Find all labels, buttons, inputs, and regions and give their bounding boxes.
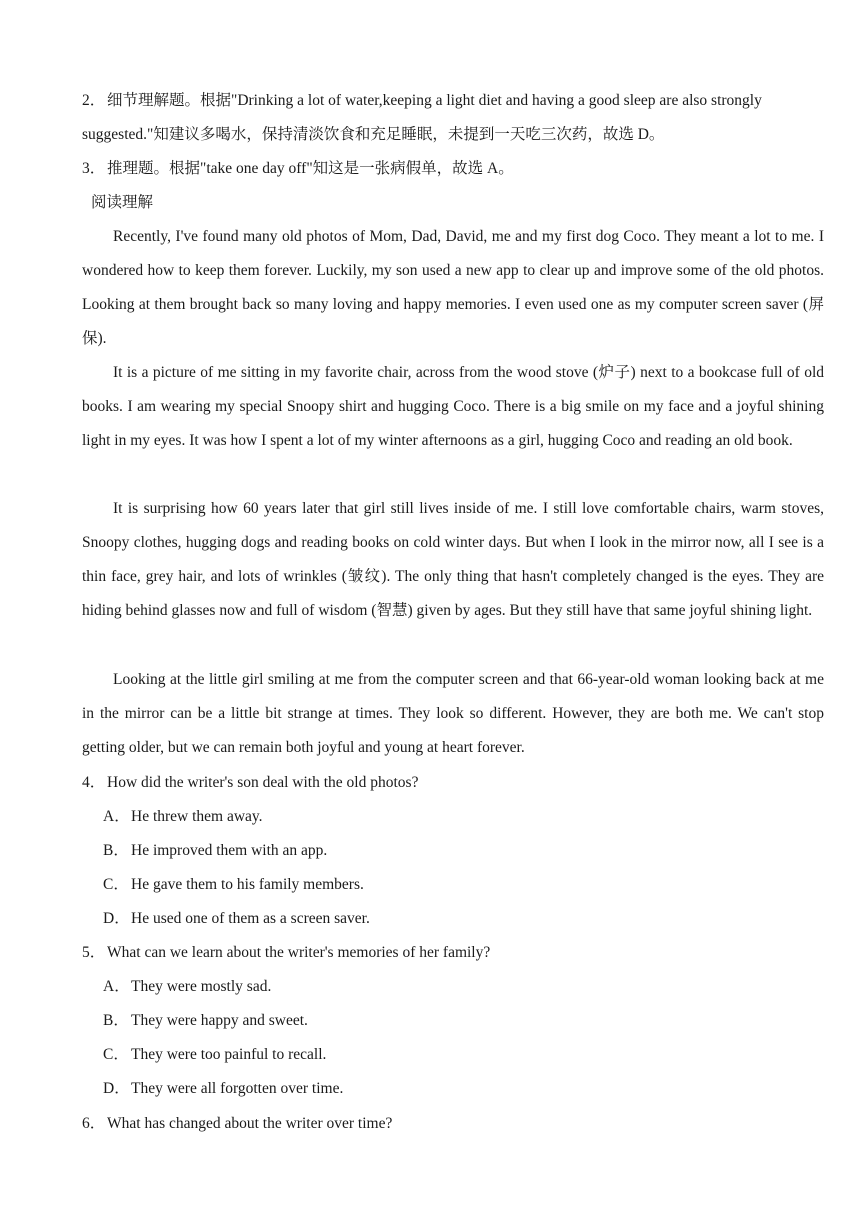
passage-paragraph-2: It is a picture of me sitting in my favorite chair, across from the wood stove (炉子) next to a bookcase full of old books. I am wearing my special Snoopy shirt and hugging Coco. There is a big smile on my face and a joyful shining light in my eyes. It was how I spent a lot of my winter afternoons as a girl, hugging Coco and reading an old book.	[82, 364, 824, 449]
option-label: B．	[103, 1012, 129, 1029]
question-number: 4．	[82, 774, 106, 791]
explanation-text: 细节理解题。根据"Drinking a lot of water,keeping a light diet and having a good sleep are also strongly	[107, 92, 762, 109]
question-4-option-c[interactable]	[103, 875, 853, 895]
question-5	[82, 943, 832, 963]
passage-paragraph-1: Recently, I've found many old photos of Mom, Dad, David, me and my first dog Coco. They meant a lot to me. I wondered how to keep them forever. Luckily, my son used a new app to clear up and improve some of the old photos. Looking at them brought back so many loving and happy memories. I even used one as my computer screen saver (屏保).	[82, 228, 824, 347]
question-5-option-b[interactable]	[103, 1011, 853, 1031]
explanation-text: suggested."知建议多喝水，保持清淡饮食和充足睡眠，未提到一天吃三次药，故选 D。	[82, 126, 665, 143]
explanation-text: 推理题。根据"take one day off"知这是一张病假单，故选 A。	[107, 160, 514, 177]
option-text: They were happy and sweet.	[131, 1012, 308, 1029]
question-5-option-c[interactable]	[103, 1045, 853, 1065]
option-label: B．	[103, 842, 129, 859]
option-text: He used one of them as a screen saver.	[131, 910, 370, 927]
question-5-option-d[interactable]	[103, 1079, 853, 1099]
question-text: What has changed about the writer over time?	[107, 1115, 393, 1132]
explanation-2-line-1	[82, 91, 832, 111]
option-text: He improved them with an app.	[131, 842, 328, 859]
option-label: C．	[103, 876, 129, 893]
option-label: C．	[103, 1046, 129, 1063]
option-text: They were too painful to recall.	[131, 1046, 327, 1063]
question-4-option-d[interactable]	[103, 909, 853, 929]
passage-paragraph-3: It is surprising how 60 years later that girl still lives inside of me. I still love comfortable chairs, warm stoves, Snoopy clothes, hugging dogs and reading books on cold winter days. But when I look in the mirror now, all I see is a thin face, grey hair, and lots of wrinkles (皱纹). The only thing that hasn't completely changed is the eyes. They are hiding behind glasses now and full of wisdom (智慧) given by ages. But they still have that same joyful shining light.	[82, 500, 824, 619]
question-text: What can we learn about the writer's memories of her family?	[107, 944, 491, 961]
explanation-2-line-2	[82, 125, 832, 145]
option-text: He threw them away.	[131, 808, 263, 825]
section-title: 阅读理解	[91, 194, 154, 211]
option-label: A．	[103, 808, 130, 825]
explanation-number: 2．	[82, 92, 106, 109]
explanation-3	[82, 159, 832, 179]
option-label: D．	[103, 1080, 130, 1097]
passage-paragraph-4: Looking at the little girl smiling at me from the computer screen and that 66-year-old woman looking back at me in the mirror can be a little bit strange at times. They look so different. However, they are both me. We can't stop getting older, but we can remain both joyful and young at heart forever.	[82, 671, 824, 756]
explanation-number: 3．	[82, 160, 106, 177]
question-number: 5．	[82, 944, 106, 961]
question-5-option-a[interactable]	[103, 977, 853, 997]
option-label: A．	[103, 978, 130, 995]
question-4-option-a[interactable]	[103, 807, 853, 827]
question-text: How did the writer's son deal with the old photos?	[107, 774, 419, 791]
question-number: 6．	[82, 1115, 106, 1132]
option-text: They were all forgotten over time.	[131, 1080, 344, 1097]
option-text: They were mostly sad.	[131, 978, 272, 995]
option-text: He gave them to his family members.	[131, 876, 364, 893]
question-4-option-b[interactable]	[103, 841, 853, 861]
option-label: D．	[103, 910, 130, 927]
question-6	[82, 1114, 832, 1134]
question-4	[82, 773, 832, 793]
